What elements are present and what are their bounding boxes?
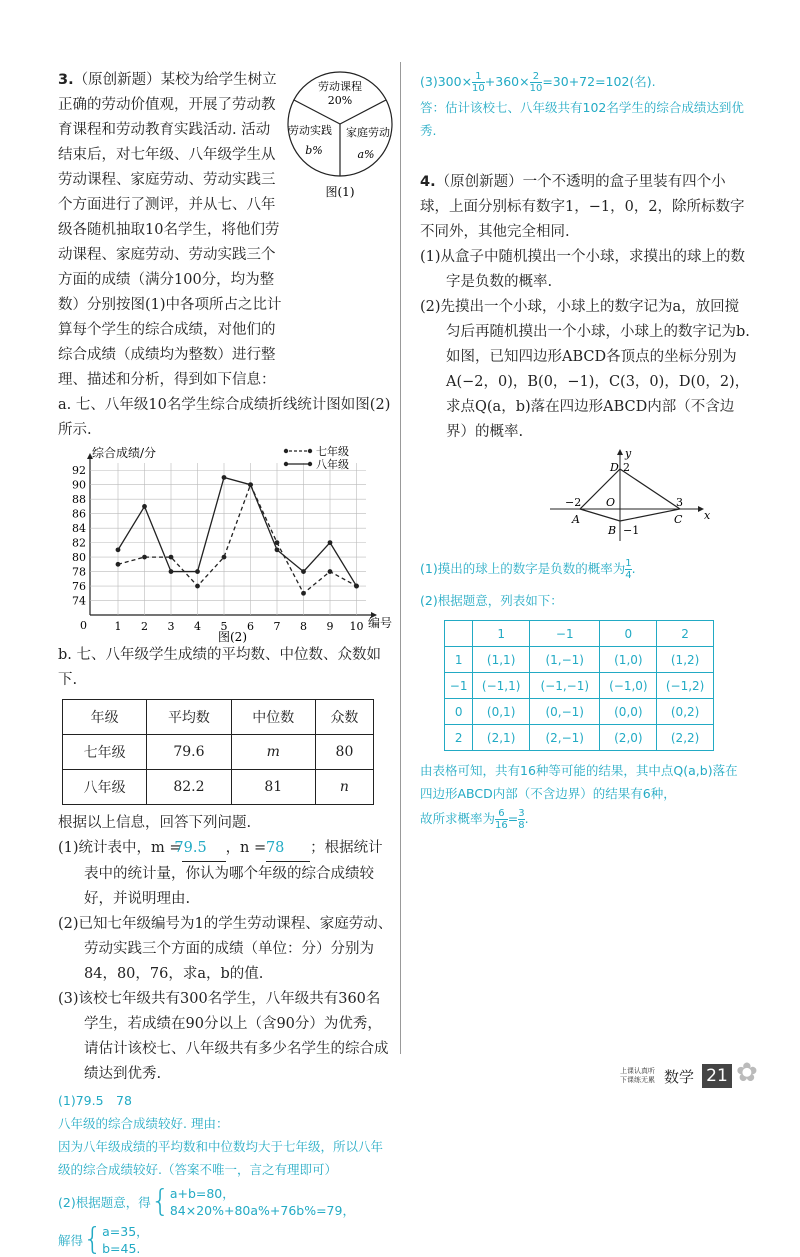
x-tick-label: 7 xyxy=(273,620,281,633)
y-tick-label: 78 xyxy=(72,565,86,579)
y-tick-label: 86 xyxy=(72,507,86,521)
answer-1: (1)79.5 78 xyxy=(58,1093,132,1108)
data-point xyxy=(301,569,306,574)
table-row xyxy=(445,673,714,699)
origin-label: 0 xyxy=(80,619,87,632)
legend-marker xyxy=(308,449,312,453)
grid-cell: (−1,−1) xyxy=(530,673,600,699)
equation-1: a+b=80， xyxy=(169,1186,235,1201)
table-row xyxy=(445,621,714,647)
label-o: O xyxy=(606,496,616,509)
grid-cell: (0,2) xyxy=(657,699,714,725)
fraction: $\frac{1}{4}$ xyxy=(625,558,632,581)
y-tick-label: 82 xyxy=(72,536,86,550)
page-footer xyxy=(620,1058,770,1092)
data-point xyxy=(142,555,147,560)
grid-cell: 1 xyxy=(445,647,473,673)
sub-question-3: (3)该校七年级共有300名学生，八年级共有360名学生，若成绩在90分以上（含90分）为优秀，请估计该校七、八年级共有多少名学生的综合成绩达到优秀. xyxy=(58,991,389,1082)
grid-cell: 2 xyxy=(657,621,714,647)
grid-cell: (−1,2) xyxy=(657,673,714,699)
page-number: 21 xyxy=(702,1064,732,1088)
label-3: 3 xyxy=(676,496,683,509)
table-row xyxy=(63,770,374,805)
line-chart xyxy=(58,443,394,643)
q4-intro: 4.（原创新题）一个不透明的盒子里装有四个小球，上面分别标有数字1，−1，0，2，除所标数字不同外，其他完全相同. xyxy=(420,174,745,240)
quadrilateral-abcd xyxy=(580,469,680,521)
answer-2-solution: 解得 { a=35， b=45. xyxy=(58,1222,149,1257)
q4-answer-2-result: 故所求概率为 $\frac{6}{16}$ = $\frac{3}{8}$ . xyxy=(420,808,529,831)
grid-cell: (1,1) xyxy=(473,647,530,673)
x-tick-label: 5 xyxy=(220,620,228,633)
label-2: 2 xyxy=(623,461,630,474)
stats-cell: n xyxy=(315,770,373,805)
pie-value-home: a% xyxy=(357,148,375,161)
y-tick-label: 76 xyxy=(72,580,86,594)
legend-label: 七年级 xyxy=(316,445,349,458)
legend-marker xyxy=(308,462,312,466)
grid-cell: −1 xyxy=(445,673,473,699)
y-tick-label: 80 xyxy=(72,551,86,565)
column-divider xyxy=(400,62,401,1054)
stats-header: 中位数 xyxy=(231,700,315,735)
solution-a: a=35， xyxy=(102,1224,149,1239)
series-line-1 xyxy=(118,485,357,594)
data-point xyxy=(328,540,333,545)
label-c: C xyxy=(674,513,683,526)
footer-subject: 数学 xyxy=(664,1068,695,1086)
data-point xyxy=(169,555,174,560)
grid-cell: 1 xyxy=(473,621,530,647)
footer-slogan-1: 上课认真听 xyxy=(620,1067,655,1075)
quadrilateral-figure xyxy=(420,449,750,549)
stats-cell: 八年级 xyxy=(63,770,147,805)
x-tick-label: 2 xyxy=(141,620,148,633)
q4-answer-1: (1)摸出的球上的数字是负数的概率为 $\frac{1}{4}$ . xyxy=(420,558,636,581)
table-row xyxy=(445,699,714,725)
data-point xyxy=(248,482,253,487)
data-point xyxy=(328,569,333,574)
stats-cell: 七年级 xyxy=(63,735,147,770)
prompt: 根据以上信息，回答下列问题. xyxy=(58,815,252,831)
pie-chart xyxy=(286,70,396,200)
stats-header: 众数 xyxy=(315,700,373,735)
stats-table xyxy=(62,699,374,805)
x-tick-label: 4 xyxy=(194,620,201,633)
data-point xyxy=(142,504,147,509)
legend-marker xyxy=(284,462,288,466)
data-point xyxy=(169,569,174,574)
equation-2: 84×20%+80a%+76b%=79， xyxy=(169,1203,355,1218)
fraction: $\frac{6}{16}$ xyxy=(495,808,508,831)
outcome-table xyxy=(444,620,714,751)
label-y: y xyxy=(625,449,632,460)
data-point xyxy=(195,584,200,589)
x-tick-label: 8 xyxy=(300,620,307,633)
x-tick-label: 9 xyxy=(326,620,334,633)
footer-slogan-2: 下课练无累 xyxy=(620,1076,655,1084)
sub-question-1: (1)统计表中，m =79.5 ，n =78 ；根据统计表中的统计量，你认为哪个年级的综合成绩较好，并说明理由. xyxy=(58,836,394,912)
grid-cell: (1,2) xyxy=(657,647,714,673)
q4-answer-2-intro: (2)根据题意，列表如下： xyxy=(420,593,563,608)
q3-answer xyxy=(58,1089,394,1257)
series-line-2 xyxy=(118,477,357,586)
grid-cell: (0,1) xyxy=(473,699,530,725)
x-tick-label: 1 xyxy=(114,620,122,633)
q4-sub-question-1: (1)从盒子中随机摸出一个小球，求摸出的球上的数字是负数的概率. xyxy=(420,249,746,290)
sub-question-2: (2)已知七年级编号为1的学生劳动课程、家庭劳动、劳动实践三个方面的成绩（单位：分）分别为84，80，76，求a，b的值. xyxy=(58,916,393,982)
stats-cell: m xyxy=(231,735,315,770)
question-3 xyxy=(58,68,394,1257)
right-column xyxy=(420,68,750,833)
data-point xyxy=(301,591,306,596)
table-row xyxy=(63,735,374,770)
pie-label-home: 家庭劳动 xyxy=(346,126,390,139)
pie-caption: 图(1) xyxy=(325,185,355,199)
stats-cell: 81 xyxy=(231,770,315,805)
stats-cell: 79.6 xyxy=(147,735,231,770)
q4-answer-2-line1: 由表格可知，共有16种等可能的结果，其中点Q(a,b)落在四边形ABCD内部（不含边界）的结果有6种， xyxy=(420,763,738,801)
pie-label-practice: 劳动实践 xyxy=(288,124,332,137)
grid-cell: (−1,1) xyxy=(473,673,530,699)
q3-conclusion: 答：估计该校七、八年级共有102名学生的综合成绩达到优秀. xyxy=(420,100,744,138)
data-point xyxy=(222,475,227,480)
data-point xyxy=(222,555,227,560)
info-a: a. 七、八年级10名学生综合成绩折线统计图如图(2)所示. xyxy=(58,397,391,438)
stats-header: 平均数 xyxy=(147,700,231,735)
fraction: $\frac{3}{8}$ xyxy=(518,808,525,831)
answer-2: (2)根据题意，得 { a+b=80， 84×20%+80a%+76b%=79， xyxy=(58,1184,355,1219)
grid-cell: 0 xyxy=(445,699,473,725)
table-row xyxy=(445,647,714,673)
question-4 xyxy=(420,170,750,833)
solution-b: b=45. xyxy=(102,1241,141,1256)
grid-cell: (2,1) xyxy=(473,725,530,751)
label-d: D xyxy=(610,461,619,474)
label-a: A xyxy=(572,513,580,526)
stats-header: 年级 xyxy=(63,700,147,735)
pie-value-course: 20% xyxy=(327,94,353,107)
info-b: b. 七、八年级学生成绩的平均数、中位数、众数如下. xyxy=(58,647,381,688)
x-tick-label: 10 xyxy=(349,620,364,633)
table-row xyxy=(445,725,714,751)
grid-cell: (−1,0) xyxy=(600,673,657,699)
answer-blank-n[interactable]: 78 xyxy=(266,836,310,862)
label-b: B xyxy=(608,524,617,537)
pie-value-practice: b% xyxy=(305,144,323,157)
x-tick-label: 6 xyxy=(247,620,254,633)
grid-cell: (1,−1) xyxy=(530,647,600,673)
q3-intro: 3.（原创新题）某校为给学生树立正确的劳动价值观，开展了劳动教育课程和劳动教育实践活动. 活动结束后，对七年级、八年级学生从劳动课程、家庭劳动、劳动实践三个方面进行了测评，并从七、八年级各随机抽取10名学生，将他们劳动课程、家庭劳动、劳动实践三个方面的成绩（满分100分，均为整数）分别按图(1)中各项所占之比计算每个学生的综合成绩，对他们的综合成绩（成绩均为整数）进行整理、描述和分析，得到如下信息： xyxy=(58,72,282,388)
grid-cell: 0 xyxy=(600,621,657,647)
pie-label-course: 劳动课程 xyxy=(318,80,362,93)
grid-cell: 2 xyxy=(445,725,473,751)
x-axis-label: 编号 xyxy=(368,616,393,630)
q4-sub-question-2: (2)先摸出一个小球，小球上的数字记为a，放回搅匀后再随机摸出一个小球，小球上的数字记为b. 如图，已知四边形ABCD各顶点的坐标分别为A(−2，0)，B(0，−1)，C(3，0)，D(0，2)，求点Q(a，b)落在四边形ABCD内部（不含边界）的概率. xyxy=(420,299,750,440)
q3-answer-3: (3)300× $\frac{1}{10}$ +360× $\frac{2}{10}$ =30+72=102(名). xyxy=(420,71,656,94)
data-point xyxy=(275,547,280,552)
answer-blank-m[interactable]: 79.5 xyxy=(182,836,226,862)
data-point xyxy=(354,584,359,589)
grid-cell: (0,0) xyxy=(600,699,657,725)
grid-cell: (2,0) xyxy=(600,725,657,751)
data-point xyxy=(116,562,121,567)
y-tick-label: 84 xyxy=(72,522,86,536)
grid-cell: (2,2) xyxy=(657,725,714,751)
stats-cell: 80 xyxy=(315,735,373,770)
fraction: $\frac{2}{10}$ xyxy=(529,71,543,94)
legend-marker xyxy=(284,449,288,453)
grid-cell: −1 xyxy=(530,621,600,647)
grid-cell: (2,−1) xyxy=(530,725,600,751)
chart-caption: 图(2) xyxy=(218,630,247,643)
answer-1-line3: 因为八年级成绩的平均数和中位数均大于七年级，所以八年级的综合成绩较好.（答案不唯一，言之有理即可） xyxy=(58,1139,384,1177)
fraction: $\frac{1}{10}$ xyxy=(472,71,485,94)
label-minus1: −1 xyxy=(623,524,640,537)
grid-cell xyxy=(445,621,473,647)
answer-1-line2: 八年级的综合成绩较好. 理由： xyxy=(58,1116,229,1131)
label-minus2: −2 xyxy=(565,496,582,509)
x-tick-label: 3 xyxy=(167,620,175,633)
grid-cell: (0,−1) xyxy=(530,699,600,725)
y-tick-label: 90 xyxy=(72,478,86,492)
data-point xyxy=(116,547,121,552)
legend-label: 八年级 xyxy=(316,458,349,471)
stats-cell: 82.2 xyxy=(147,770,231,805)
data-point xyxy=(195,569,200,574)
mascot-icon: ✿ xyxy=(736,1058,758,1088)
y-tick-label: 74 xyxy=(72,594,86,608)
label-x: x xyxy=(704,509,711,522)
y-tick-label: 92 xyxy=(72,464,86,478)
grid-cell: (1,0) xyxy=(600,647,657,673)
y-tick-label: 88 xyxy=(72,493,86,507)
chart-title: 综合成绩/分 xyxy=(92,446,157,460)
